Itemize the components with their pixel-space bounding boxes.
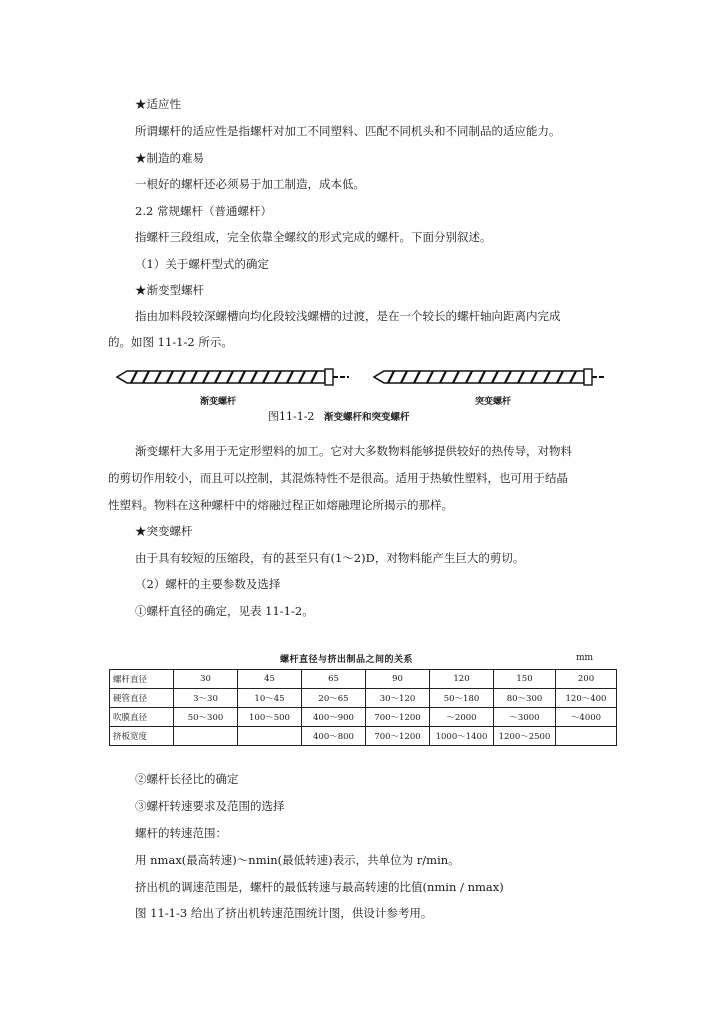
- heading-abrupt-screw: ★突变螺杆: [135, 524, 193, 538]
- figure-title: [268, 408, 409, 424]
- table-cell: 100～500: [238, 708, 302, 727]
- table-cell: 200: [556, 670, 617, 689]
- paragraph-line: 的。如图 11-1-2 所示。: [108, 335, 233, 349]
- figure-number: 图11-1-2: [268, 410, 315, 423]
- table-cell: 150: [494, 670, 556, 689]
- table-cell: 1200～2500: [494, 727, 556, 746]
- table-cell: [556, 727, 617, 746]
- paragraph-line: 挤出机的调速范围是，螺杆的最低转速与最高转速的比值(nmin / nmax): [135, 880, 504, 894]
- table-cell: 30: [174, 670, 238, 689]
- paragraph-line: 螺杆的转速范围：: [135, 826, 227, 840]
- figure-title-text: 渐变螺杆和突变螺杆: [323, 412, 410, 423]
- table-cell: 120～400: [556, 689, 617, 708]
- gradual-screw-figure: [115, 366, 351, 388]
- paragraph-line: 的剪切作用较小，而且可以控制，其混炼特性不是很高。适用于热敏性塑料，也可用于结晶: [108, 471, 568, 485]
- row-header: 硬管直径: [110, 689, 174, 708]
- table-unit: mm: [576, 653, 594, 663]
- table-cell: 120: [430, 670, 494, 689]
- table-cell: 700～1200: [366, 708, 430, 727]
- table-cell: 30～120: [366, 689, 430, 708]
- table-cell: ～2000: [430, 708, 494, 727]
- paragraph-line: 一根好的螺杆还必须易于加工制造，成本低。: [135, 177, 365, 191]
- table-title: 螺杆直径与挤出制品之间的关系: [280, 655, 414, 665]
- table-cell: 50～180: [430, 689, 494, 708]
- heading-manufacturing: ★制造的难易: [135, 151, 204, 165]
- table-row: [110, 708, 617, 727]
- paragraph-line: 由于具有较短的压缩段，有的甚至只有(1～2)D，对物料能产生巨大的剪切。: [135, 551, 525, 565]
- abrupt-screw-figure: [372, 366, 608, 388]
- table-cell: ～3000: [494, 708, 556, 727]
- table-cell: 10～45: [238, 689, 302, 708]
- table-cell: 20～65: [302, 689, 366, 708]
- screw-diameter-table: [109, 669, 617, 746]
- table-cell: 80～300: [494, 689, 556, 708]
- subsection-heading: （2）螺杆的主要参数及选择: [135, 577, 281, 591]
- row-header: 螺杆直径: [110, 670, 174, 689]
- table-cell: 3～30: [174, 689, 238, 708]
- paragraph-line: ②螺杆长径比的确定: [135, 772, 239, 786]
- paragraph-line: ①螺杆直径的确定，见表 11-1-2。: [135, 604, 314, 618]
- table-row: [110, 670, 617, 689]
- table-cell: 50～300: [174, 708, 238, 727]
- paragraph-line: 图 11-1-3 给出了挤出机转速范围统计图，供设计参考用。: [135, 906, 433, 920]
- paragraph-line: 用 nmax(最高转速)～nmin(最低转速)表示，共单位为 r/min。: [135, 853, 460, 867]
- table-cell: 1000～1400: [430, 727, 494, 746]
- table-cell: 65: [302, 670, 366, 689]
- heading-gradual-screw: ★渐变型螺杆: [135, 283, 204, 297]
- row-header: 吹膜直径: [110, 708, 174, 727]
- table-cell: ～4000: [556, 708, 617, 727]
- subsection-heading: （1）关于螺杆型式的确定: [135, 257, 269, 271]
- table-row: [110, 689, 617, 708]
- table-cell: 700～1200: [366, 727, 430, 746]
- paragraph-line: 指由加料段较深螺槽向均化段较浅螺槽的过渡，是在一个较长的螺杆轴向距离内完成: [135, 309, 561, 323]
- section-heading: 2.2 常规螺杆（普通螺杆）: [135, 204, 272, 218]
- table-cell: 400～800: [302, 727, 366, 746]
- table-cell: 400～900: [302, 708, 366, 727]
- table-cell: [238, 727, 302, 746]
- paragraph-line: ③螺杆转速要求及范围的选择: [135, 799, 285, 813]
- table-cell: 45: [238, 670, 302, 689]
- row-header: 挤板宽度: [110, 727, 174, 746]
- paragraph-line: 性塑料。物料在这种螺杆中的熔融过程正如熔融理论所揭示的那样。: [108, 498, 453, 512]
- paragraph-line: 所谓螺杆的适应性是指螺杆对加工不同塑料、匹配不同机头和不同制品的适应能力。: [135, 124, 561, 138]
- paragraph-line: 渐变螺杆大多用于无定形塑料的加工。它对大多数物料能够提供较好的热传导，对物料: [135, 444, 572, 458]
- heading-adaptability: ★适应性: [135, 97, 181, 111]
- abrupt-screw-caption: 突变螺杆: [475, 397, 512, 407]
- table-cell: 90: [366, 670, 430, 689]
- table-row: [110, 727, 617, 746]
- table-cell: [174, 727, 238, 746]
- paragraph-line: 指螺杆三段组成，完全依靠全螺纹的形式完成的螺杆。下面分别叙述。: [135, 230, 492, 244]
- gradual-screw-caption: 渐变螺杆: [200, 397, 237, 407]
